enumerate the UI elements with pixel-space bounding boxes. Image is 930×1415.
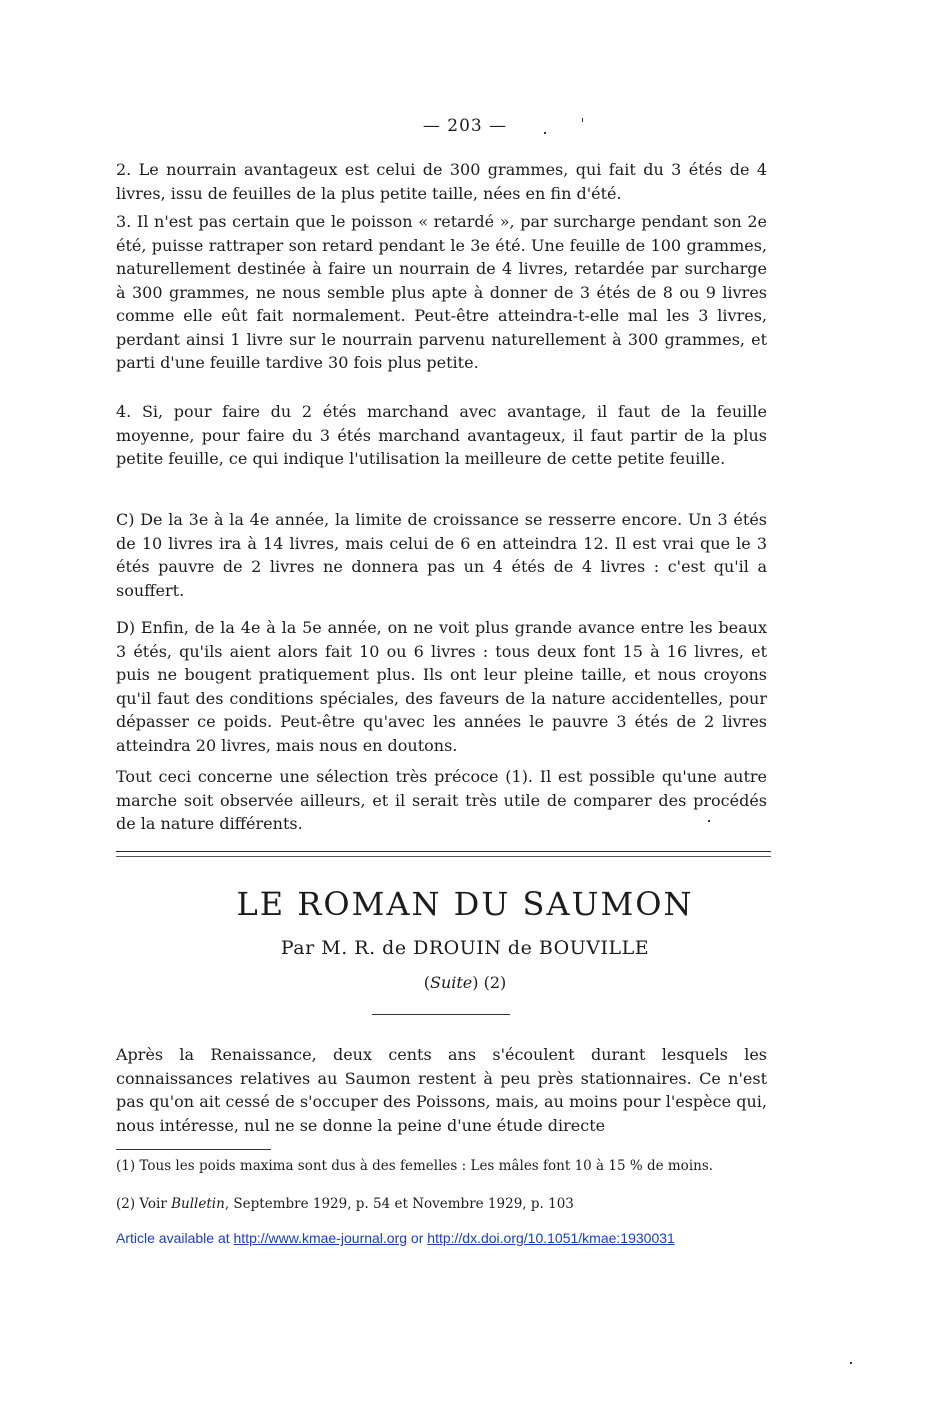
- footnote-separator: [116, 1149, 271, 1150]
- paragraph-conclusion: Tout ceci concerne une sélection très précoce (1). Il est possible qu'une autre marche soit observée ailleurs, et il serait très utile de comparer des procédés de la nature différents.: [116, 767, 767, 833]
- footnote-2-prefix: (2) Voir: [116, 1196, 172, 1212]
- suite-label: Suite: [429, 973, 473, 992]
- paragraph-2: 2. Le nourrain avantageux est celui de 300 grammes, qui fait du 3 étés de 4 livres, issu de feuilles de la plus petite taille, nées en fin d'été.: [116, 160, 767, 203]
- journal-link[interactable]: http://www.kmae-journal.org: [233, 1230, 408, 1246]
- page-number: — 203 —: [422, 116, 508, 136]
- source-line: [116, 1230, 675, 1246]
- scan-speck: [708, 820, 710, 822]
- section-divider-bottom: [116, 856, 771, 857]
- suite-footnote-ref: (2): [483, 973, 507, 992]
- footnote-1: (1) Tous les poids maxima sont dus à des femelles : Les mâles font 10 à 15 % de moins.: [116, 1158, 714, 1174]
- scan-speck: [544, 132, 546, 134]
- title-underline: [372, 1014, 510, 1015]
- scan-speck: [582, 118, 583, 122]
- paragraph-c: C) De la 3e à la 4e année, la limite de croissance se resserre encore. Un 3 étés de 10 livres ira à 14 livres, mais celui de 6 en atteindra 12. Il est vrai que le 3 étés pauvre de 2 livres ne donnera pas un 4 étés de 4 livres : c'est qu'il a souffert.: [116, 510, 767, 600]
- footnote-2: [116, 1195, 767, 1214]
- article-author: Par M. R. de DROUIN de BOUVILLE: [280, 937, 650, 959]
- scan-speck: [850, 1362, 852, 1364]
- paragraph-3: 3. Il n'est pas certain que le poisson « retardé », par surcharge pendant son 2e été, puisse rattraper son retard pendant le 3e été. Une feuille de 100 grammes, naturellement destinée à faire un nourrain de 4 livres, retardée par surcharge à 300 grammes, ne nous semble plus apte à donner de 3 étés de 8 ou 9 livres comme elle eût fait normalement. Peut-être atteindra-t-elle mal les 3 livres, perdant ainsi 1 livre sur le nourrain parvenu naturellement à 300 grammes, et parti d'une feuille tardive 30 fois plus petite.: [116, 212, 767, 372]
- source-prefix: Article available at: [116, 1230, 234, 1246]
- section-divider-top: [116, 851, 771, 852]
- article-title: LE ROMAN DU SAUMON: [236, 885, 694, 923]
- paragraph-d: D) Enfin, de la 4e à la 5e année, on ne voit plus grande avance entre les beaux 3 étés, qu'ils aient alors fait 10 ou 6 livres : tous deux font 15 à 16 livres, et puis ne bougent pratiquement plus. Ils ont leur pleine taille, et nous croyons qu'il faut des conditions spéciales, des faveurs de la nature accidentelles, pour dépasser ce poids. Peut-être qu'avec les années le pauvre 3 étés de 2 livres atteindra 20 livres, mais nous en doutons.: [116, 618, 767, 755]
- source-middle: or: [407, 1230, 428, 1246]
- doi-link[interactable]: http://dx.doi.org/10.1051/kmae:1930031: [427, 1230, 675, 1246]
- continuation-note: (Suite) (2): [423, 973, 507, 992]
- footnote-2-rest: , Septembre 1929, p. 54 et Novembre 1929, p. 103: [224, 1196, 574, 1212]
- footnote-2-journal: Bulletin: [171, 1196, 225, 1212]
- paragraph-4: 4. Si, pour faire du 2 étés marchand avec avantage, il faut de la feuille moyenne, pour faire du 3 étés marchand avantageux, il faut partir de la plus petite feuille, ce qui indique l'utilisation la meilleure de cette petite feuille.: [116, 402, 767, 468]
- article-intro: Après la Renaissance, deux cents ans s'écoulent durant lesquels les connaissances relatives au Saumon restent à peu près stationnaires. Ce n'est pas qu'on ait cessé de s'occuper des Poissons, mais, au moins pour l'espèce qui, nous intéresse, nul ne se donne la peine d'une étude directe: [116, 1045, 767, 1135]
